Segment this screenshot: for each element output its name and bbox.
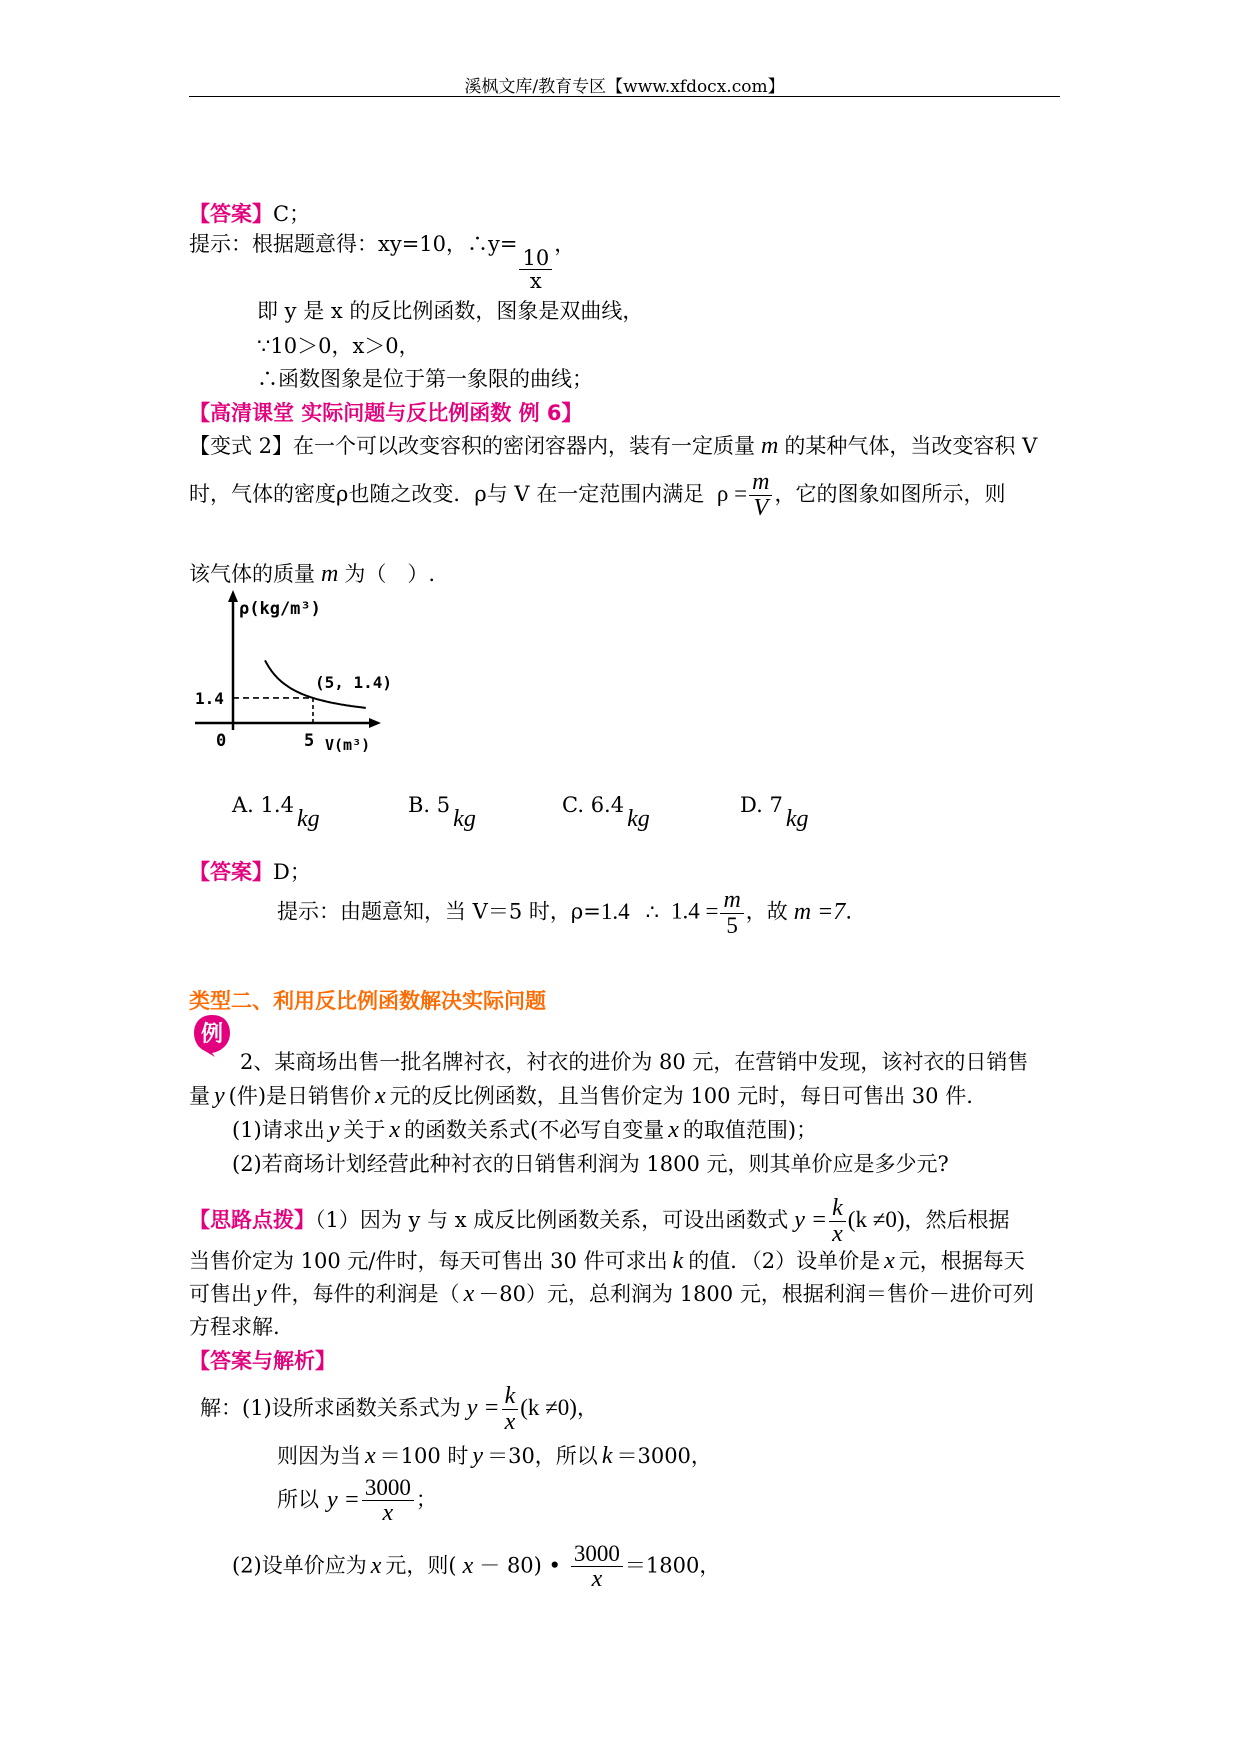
fraction-m-over-v [749,470,772,521]
solution-tag: 【答案与解析】 [189,1349,336,1373]
func-y: y = [794,1207,828,1234]
option-unit: kg [785,806,809,832]
answer-value: C； [273,202,311,226]
var-y: y [328,1117,340,1143]
var-x: x [365,1443,376,1469]
page-header: 溪枫文库/教育专区【www.xfdocx.com】 [464,77,785,97]
var-x: x [668,1117,679,1143]
text: 的取值范围)； [682,1118,818,1142]
func-condition: (k ≠0) [847,1207,905,1233]
text: (1)请求出 [232,1118,325,1142]
var-y: y [472,1443,484,1469]
text: (2)设单价应为 [232,1553,367,1578]
text: 解：(1)设所求函数关系式为 [200,1396,461,1421]
variant-line-3 [189,558,435,588]
density-volume-chart [195,588,395,758]
fraction-numerator: k [502,1384,519,1410]
x-axis-arrow [369,718,381,728]
option-value: 7 [769,793,783,817]
variant-text-3a: 该气体的质量 [189,562,315,586]
hint-line-4: ∴函数图象是位于第一象限的曲线； [257,367,593,391]
option-c [562,792,650,832]
text: 元，根据每天 [898,1249,1025,1273]
text: 当售价定为 100 元/件时，每天可售出 30 件可求出 [189,1249,668,1273]
option-value: 1.4 [260,793,294,817]
text: 的值．（2）设单价是 [688,1249,881,1273]
text: ，然后根据 [904,1208,1010,1233]
option-unit: kg [296,806,320,832]
var-y: y [256,1281,267,1307]
rho-equals: ρ = [716,481,748,507]
hint-text: 提示：根据题意得：xy=10，∴y= [189,232,518,256]
text: 可售出 [189,1282,252,1306]
fraction-numerator: m [720,888,743,914]
fraction-numerator: k [829,1196,846,1222]
option-unit: kg [453,806,476,832]
rho-value: 1.4 [600,898,630,924]
fraction-numerator: 3000 [362,1476,414,1501]
fraction-numerator: 3000 [571,1542,623,1567]
mass-result: m =7 [793,898,846,925]
question-1 [232,1114,817,1144]
fraction-3000-over-x [362,1476,414,1526]
func-condition: (k ≠0) [520,1395,577,1421]
func-y: y = [327,1486,360,1513]
fraction-numerator: m [749,470,772,496]
text: 件，每件的利润是（ [270,1282,460,1306]
x-axis-label: V(m³) [325,736,371,754]
y-axis-arrow [228,590,238,602]
text: （1）因为 y 与 x 成反比例函数关系，可设出函数式 [315,1208,789,1233]
text: (件)是日销售价 [228,1084,372,1108]
text: ； [415,1487,437,1512]
fraction-denominator: x [591,1566,603,1593]
option-letter: D. [740,793,763,817]
text: 元，则( [385,1553,457,1578]
var-x: x [884,1248,895,1274]
fraction-10-over-x [519,247,552,292]
var-x: x [370,1552,382,1579]
idea-line-4: 方程求解. [189,1315,280,1339]
var-x: x [462,1552,474,1579]
fraction-k-over-x [829,1196,846,1247]
therefore-symbol: ∴ [645,899,659,924]
answer-tag: 【答案】 [189,860,273,884]
text: ＝30，所以 [487,1444,598,1468]
answer-value: D； [273,860,311,884]
fraction-denominator: V [753,495,769,522]
mass-symbol: m [321,561,339,587]
func-y: y = [466,1395,500,1422]
hint-line-5 [277,888,852,938]
idea-line-3 [189,1278,1034,1308]
point-label: (5, 1.4) [315,673,393,692]
text: ＝1800， [624,1553,721,1578]
text: －80）元，总利润为 1800 元，根据利润＝售价－进价可列 [478,1282,1034,1306]
period: . [845,899,852,924]
option-value: 5 [436,793,451,817]
option-a [232,792,320,832]
variant-text-1b: 的某种气体，当改变容积 V [784,434,1038,458]
origin-label: 0 [216,731,227,751]
y-axis-label: ρ(kg/m³) [239,599,321,619]
example-line-2 [189,1080,973,1110]
type2-title: 类型二、利用反比例函数解决实际问题 [189,989,546,1013]
equation-left: 1.4 = [670,898,719,924]
var-y: y [214,1083,225,1109]
fraction-denominator: x [504,1409,516,1436]
idea-tag: 【思路点拨】 [189,1208,315,1233]
text: － 80) • [479,1553,561,1578]
fraction-k-over-x [502,1384,519,1435]
variant-line-2 [189,470,1005,521]
variant-text-3b: 为（ ）. [344,562,436,586]
text: 关于 [343,1118,386,1142]
option-letter: B. [408,793,431,817]
var-k: k [601,1443,613,1469]
hint-suffix: ， [554,232,576,256]
option-value: 6.4 [590,793,625,817]
option-unit: kg [627,806,650,832]
fraction-denominator: x [382,1500,394,1527]
solution-line-3 [277,1476,437,1526]
var-x: x [463,1281,475,1307]
fraction-denominator: x [529,269,542,294]
idea-line-2 [189,1245,1025,1275]
fraction-denominator: 5 [726,913,738,939]
answer-line-1 [189,198,310,228]
hint-text-b: ，故 [745,899,788,924]
text: 元的反比例函数，且当售价定为 100 元时，每日可售出 30 件. [389,1084,973,1108]
var-x: x [389,1117,401,1143]
variant-text-1a: 【变式 2】在一个可以改变容积的密闭容器内，装有一定质量 [189,434,756,458]
answer-line-2 [189,856,311,886]
text: ＝3000， [616,1444,712,1468]
mass-symbol: m [761,433,779,459]
option-b [408,792,476,832]
x-tick-label: 5 [304,731,315,751]
solution-line-2 [277,1440,712,1470]
hint-line-3: ∵10＞0，x＞0， [257,334,420,358]
answer-tag: 【答案】 [189,202,273,226]
fraction-denominator: x [832,1221,843,1248]
header-rule [189,96,1060,97]
fraction-m-over-5 [720,888,743,938]
example-line-1: 2、某商场出售一批名牌衬衣，衬衣的进价为 80 元，在营销中发现，该衬衣的日销售 [240,1050,1029,1074]
text: 量 [189,1084,210,1108]
var-k: k [672,1248,684,1274]
option-letter: A. [232,793,254,817]
question-2: (2)若商场计划经营此种衬衣的日销售利润为 1800 元，则其单价应是多少元? [232,1152,949,1176]
solution-line-1 [200,1384,598,1435]
option-d [740,792,809,832]
text: 的函数关系式(不必写自变量 [404,1118,665,1142]
text: 则因为当 [277,1444,361,1468]
variant-line-1 [189,430,1037,460]
section-title: 【高清课堂 实际问题与反比例函数 例 6】 [189,401,583,425]
hint-text: 提示：由题意知，当 V＝5 时，ρ= [277,899,601,924]
text: ＝100 时 [379,1444,469,1468]
y-tick-label: 1.4 [195,689,224,708]
fraction-3000-over-x [571,1542,623,1592]
idea-line-1 [189,1196,1010,1247]
text: 所以 [277,1487,319,1512]
variant-text-2a: 时，气体的密度ρ也随之改变．ρ与 V 在一定范围内满足 [189,482,705,507]
hint-line-2: 即 y 是 x 的反比例函数，图象是双曲线， [257,299,644,323]
example-badge-icon [193,1013,231,1057]
fraction-numerator: 10 [519,247,552,270]
option-letter: C. [562,793,584,817]
badge-label: 例 [200,1022,224,1047]
var-x: x [375,1083,386,1109]
solution-line-4 [232,1542,720,1592]
variant-text-2b: ，它的图象如图所示，则 [774,482,1006,507]
text: ， [576,1396,598,1421]
hint-line-1 [189,228,575,292]
